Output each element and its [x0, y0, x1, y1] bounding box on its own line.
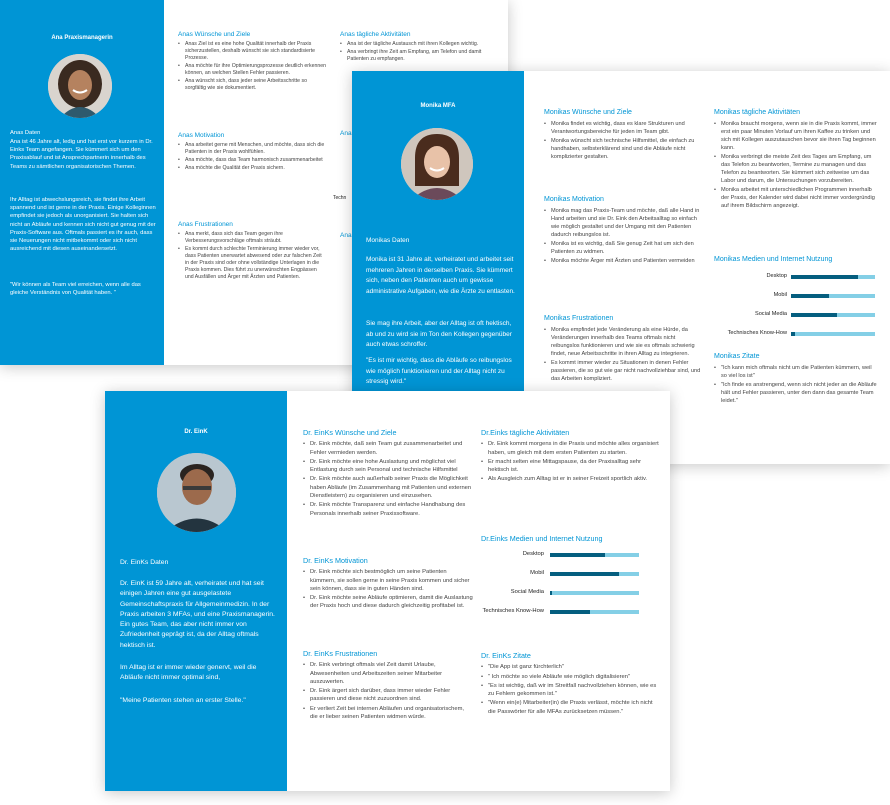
media-bar-track — [791, 313, 875, 317]
list-item: • " Ich möchte so viele Abläufe wie möglich digitalisieren" — [481, 673, 661, 681]
persona-daily-text: Sie mag ihre Arbeit, aber der Alltag ist oft hektisch, ab und zu wird sie im Ton den Kollegen gegenüber auch etwas schroffer. — [366, 320, 514, 348]
media-bar-label: Social Media — [754, 311, 787, 317]
list-item: • "Ich kann mich oftmals nicht um die Patienten kümmern, weil so viel los ist" — [714, 364, 879, 380]
activities-list — [714, 120, 879, 210]
woman-avatar-icon — [401, 128, 473, 200]
list-item: • "Die App ist ganz fürchterlich" — [481, 663, 661, 671]
list-item: • Dr. Eink möchte eine hohe Auslastung und möglichst viel Entlastung durch sein Personal und technische Hilfsmittel — [303, 458, 473, 475]
list-item: • Ana merkt, dass sich das Team gegen ihre Verbesserungsvorschläge oftmals sträubt. — [178, 231, 326, 245]
media-bar-track — [791, 294, 875, 298]
persona-avatar — [401, 128, 473, 200]
frustrations-title: Anas Frustrationen — [178, 221, 233, 228]
list-item: • Ana ist der tägliche Austausch mit ihren Kollegen wichtig. — [340, 41, 490, 48]
media-bar-row — [707, 292, 877, 300]
media-bar-row — [707, 311, 877, 319]
list-item: • Als Ausgleich zum Alltag ist er in seiner Freizeit sportlich aktiv. — [481, 475, 661, 483]
motivation-list — [544, 207, 704, 265]
list-item: • "Wenn ein(e) Mitarbeiter(in) die Praxis verlässt, möchte ich nicht die Passwörter für alle MFAs zurücksetzen müssen." — [481, 699, 661, 716]
activities-title: Monikas tägliche Aktivitäten — [714, 109, 800, 116]
list-item: • Monika braucht morgens, wenn sie in die Praxis kommt, immer erst ein paar Minuten Vorlauf um ihren Kaffee zu trinken und sich mit Kollegen auszutauschen bevor sie ihren Tag beginnen kann. — [714, 120, 879, 152]
persona-avatar — [157, 453, 236, 532]
persona-quote: "Meine Patienten stehen an erster Stelle." — [120, 697, 246, 704]
list-item: • Ana möchte für ihre Optimierungsprozesse deutlich erkennen können, an welchen Stellen Fehler passieren. — [178, 63, 326, 77]
media-bar-row — [445, 608, 640, 616]
media-bar-label: Mobil — [530, 570, 544, 576]
list-item: • "Es ist wichtig, daß wir im Streitfall nachvollziehen können, wie es zu Fehlern gekommen ist." — [481, 682, 661, 699]
media-bar-row — [445, 551, 640, 559]
list-item: • Ana wünscht sich, dass jeder seine Arbeitsschritte so sorgfältig wie sie dokumentiert. — [178, 78, 326, 92]
list-item: • Dr. Eink ärgert sich darüber, dass immer wieder Fehler passieren und diese nicht zuzuordnen sind. — [303, 687, 473, 704]
list-item: • Monika möchte Ärger mit Ärzten und Patienten vermeiden — [544, 257, 704, 265]
list-item: • Monika wünscht sich technische Hilfsmittel, die einfach zu handhaben, selbsterklärend sind und die Abläufe nicht komplizierter gestalten. — [544, 137, 704, 161]
wishes-title: Monikas Wünsche und Ziele — [544, 109, 632, 116]
column-right — [481, 652, 661, 717]
list-item: • Anas Ziel ist es eine hohe Qualität innerhalb der Praxis sicherzustellen, deshalb wünscht sie sich standardisierte Prozesse. — [178, 41, 326, 62]
column-right — [714, 353, 879, 406]
frustrations-list — [544, 326, 704, 383]
list-item: • Es kommt durch schlechte Terminierung immer wieder vor, dass Patienten unerwartet abwesend oder zur falschen Zeit in der Praxis sind oder ohne vollständige Unterlagen in die Praxis kommen. Dies führt zu unerwünschten Engpässen und Ausfällen und Ärger mit Ärzten und Patienten. — [178, 246, 326, 281]
persona-daily-text: Ihr Alltag ist abwechslungsreich, sie findet ihre Arbeit spannend und ist gerne in der Praxis. Einige Kolleginnen empfindet sie jedoch als unorganisiert. Sie halten sich nicht an Abläufe und kennen sich nicht gut genug mit der Praxis-Software aus. Oftmals passiert es ihr auch, dass sie Neuerungen nicht mitbekommt oder sich nicht ausreichend mit diesen auseinandersetzt. — [10, 197, 158, 253]
media-title: Monikas Medien und Internet Nutzung — [714, 256, 833, 263]
media-bar-fill — [550, 610, 590, 614]
list-item: • Ana verbringt ihre Zeit am Empfang, am Telefon und damit Patienten zu empfangen. — [340, 49, 490, 63]
frustrations-list — [178, 231, 326, 281]
frustrations-title: Monikas Frustrationen — [544, 315, 614, 322]
list-item: • Monika empfindet jede Veränderung als eine Hürde, da Veränderungen innerhalb des Teams oftmals nicht reibungslos funktionieren und wie sie es oftmals schwierig findet, neue Arbeitsschritte in ihren Alltag zu integrieren. — [544, 326, 704, 358]
column-left — [178, 132, 326, 173]
list-item: • Dr. Eink möchte Transparenz und einfache Handhabung des Personals innerhalb seiner Praxissoftware. — [303, 501, 473, 518]
media-bar-fill — [791, 275, 858, 279]
persona-data-title: Anas Daten — [10, 130, 41, 136]
column-left — [178, 221, 326, 282]
persona-quote: "Es ist mir wichtig, dass die Abläufe so reibungslos wie möglich funktionieren und der Alltag nicht zu stressig wird." — [366, 357, 514, 385]
activities-title: Anas tägliche Aktivitäten — [340, 31, 411, 38]
column-left — [544, 196, 704, 266]
list-item: • Monika findet es wichtig, dass es klare Strukturen und Verantwortungsbereiche für jeden im Team gibt. — [544, 120, 704, 136]
persona-data-text: Monika ist 31 Jahre alt, verheiratet und arbeitet seit mehreren Jahren in derselben Praxis. Sie kümmert sich, neben den Patienten auch um gewisse administrative Aufgaben, wie die Ärzte zu entlasten. — [366, 256, 516, 295]
column-left — [303, 429, 473, 519]
list-item: • "Ich finde es anstrengend, wenn sich nicht jeder an die Abläufe hält und Fehler passieren, unter den dann das gesamte Team leidet." — [714, 381, 879, 405]
list-item: • Ana möchte, dass das Team harmonisch zusammenarbeitet — [178, 157, 326, 164]
media-bar-fill — [550, 572, 619, 576]
media-bar-fill — [791, 294, 829, 298]
media-bar-label: Mobil — [773, 292, 787, 298]
column-right — [714, 109, 879, 211]
persona-card-eink — [105, 391, 670, 791]
media-bar-track — [550, 610, 639, 614]
quotes-title: Monikas Zitate — [714, 353, 760, 360]
column-left — [544, 109, 704, 162]
persona-data-title: Dr. EinKs Daten — [120, 559, 169, 566]
media-title-peek: Ana — [340, 130, 352, 137]
quotes-title-peek: Ana — [340, 232, 352, 239]
media-bar-fill — [550, 553, 605, 557]
media-bar-row — [707, 330, 877, 338]
wishes-list — [303, 440, 473, 518]
wishes-title: Anas Wünsche und Ziele — [178, 31, 251, 38]
media-bar-label: Social Media — [510, 589, 544, 595]
list-item: • Es kommt immer wieder zu Situationen in denen Fehler passieren, die so gut wie gar nicht nachvollziehbar sind, und das Arbeiten kompliziert. — [544, 359, 704, 383]
column-left — [178, 31, 326, 93]
list-item: • Er macht selten eine Mittagspause, da der Praxisalltag sehr hektisch ist. — [481, 458, 661, 475]
motivation-title: Dr. EinKs Motivation — [303, 556, 368, 565]
column-left — [303, 557, 473, 612]
list-item: • Monika ist es wichtig, daß Sie genug Zeit hat um sich den Patienten zu widmen. — [544, 240, 704, 256]
media-bar-label: Technisches Know-How — [482, 608, 544, 614]
media-bar-label: Desktop — [522, 551, 544, 557]
list-item: • Dr. Eink möchte, daß sein Team gut zusammenarbeitet und Fehler vermieden werden. — [303, 440, 473, 457]
tech-label-peek: Techn — [333, 195, 347, 201]
media-bar-track — [791, 332, 875, 336]
frustrations-list — [303, 661, 473, 721]
list-item: • Monika arbeitet mit unterschiedlichen Programmen innerhalb der Praxis, der Kalender wird dabei nicht immer vordergründig auf ihrem Bildschirm angezeigt. — [714, 186, 879, 210]
list-item: • Dr. Eink möchte sich bestmöglich um seine Patienten kümmern, sie sollen gerne in seine Praxis kommen und sicher sein können, dass sie in guten Händen sind. — [303, 568, 473, 593]
list-item: • Dr. Eink kommt morgens in die Praxis und möchte alles organisiert haben, um gleich mit dem ersten Patienten zu starten. — [481, 440, 661, 457]
list-item: • Monika mag das Praxis-Team und möchte, daß alle Hand in Hand arbeiten und sie Dr. Eink den Arbeitsalltag so einfach wie möglich gestaltet und der Umgang mit den Patienten dadurch reibungslos ist. — [544, 207, 704, 239]
media-title: Dr.Einks Medien und Internet Nutzung — [481, 534, 603, 543]
media-bar-row — [445, 589, 640, 597]
persona-name: Monika MFA — [420, 103, 456, 109]
column-right — [481, 429, 661, 485]
media-bar-fill — [550, 591, 552, 595]
persona-data-text: Dr. EinK ist 59 Jahre alt, verheiratet und hat seit einigen Jahren eine gut ausgelastete Gemeinschaftspraxis für Allgemeinmedizin. In der Praxis arbeiten 3 MFAs, und eine Praxismanagerin. Ein gutes Team, das aber nicht immer von Zufriedenheit geprägt ist, da der Alltag oftmals hektisch ist. — [120, 580, 277, 649]
persona-name: Dr. EinK — [184, 429, 208, 435]
motivation-list — [178, 142, 326, 172]
motivation-title: Monikas Motivation — [544, 196, 604, 203]
persona-quote: "Wir können als Team viel erreichen, wenn alle das gleiche Verständnis von Qualität haben. " — [10, 282, 143, 297]
man-avatar-icon — [157, 453, 236, 532]
media-bar-fill — [791, 332, 795, 336]
list-item: • Dr. Eink möchte seine Abläufe optimieren, damit die Auslastung der Praxis hoch und diese dadurch gleichzeitig profitabel ist. — [303, 594, 473, 611]
column-left — [303, 650, 473, 722]
frustrations-title: Dr. EinKs Frustrationen — [303, 649, 378, 658]
persona-avatar — [48, 54, 112, 118]
list-item: • Dr. Eink möchte auch außerhalb seiner Praxis die Möglichkeit haben Abläufe (im Zusammenhang mit Patienten und externen Dienstleistern) zu organisieren und einzusehen. — [303, 475, 473, 500]
list-item: • Ana arbeitet gerne mit Menschen, und möchte, dass sich die Patienten in der Praxis wohlfühlen. — [178, 142, 326, 156]
quotes-list — [714, 364, 879, 405]
quotes-title: Dr. EinKs Zitate — [481, 651, 531, 660]
wishes-list — [178, 41, 326, 92]
persona-data-text: Ana ist 46 Jahre alt, ledig und hat erst vor kurzem in Dr. Einks Team angefangen. Sie kümmert sich um den Praxisablauf und ist Ansprechpartnerin innerhalb des Teams zu sämtlichen organisatorischen Themen. — [10, 139, 155, 170]
media-bar-fill — [791, 313, 837, 317]
persona-name: Ana Praxismanagerin — [51, 35, 113, 41]
media-bar-row — [707, 273, 877, 281]
woman-avatar-icon — [48, 54, 112, 118]
persona-data-title: Monikas Daten — [366, 237, 410, 244]
activities-title: Dr.Einks tägliche Aktivitäten — [481, 428, 570, 437]
media-bar-track — [791, 275, 875, 279]
quotes-list — [481, 663, 661, 716]
media-bar-track — [550, 553, 639, 557]
activities-list — [481, 440, 661, 483]
list-item: • Monika verbringt die meiste Zeit des Tages am Empfang, um das Telefon zu beantworten, Termine zu managen und das Telefon zu beantworten. Sie kümmert sich zeitweise um das Labor und darum, die Untersuchungen vorzubereiten. — [714, 153, 879, 185]
motivation-title: Anas Motivation — [178, 132, 225, 139]
column-right — [340, 31, 490, 64]
media-bar-row — [445, 570, 640, 578]
column-left — [544, 315, 704, 384]
persona-daily-text: Im Alltag ist er immer wieder genervt, weil die Abläufe nicht immer optimal sind, — [120, 664, 258, 682]
media-bar-label: Technisches Know-How — [727, 330, 787, 336]
list-item: • Ana möchte die Qualität der Praxis sichern. — [178, 165, 326, 172]
media-bar-track — [550, 591, 639, 595]
persona-sidebar — [105, 391, 287, 791]
wishes-list — [544, 120, 704, 161]
list-item: • Dr. Eink verbringt oftmals viel Zeit damit Urlaube, Abwesenheiten und Arbeitszeiten seiner Mitarbeiter auszuwerten. — [303, 661, 473, 686]
persona-sidebar — [0, 0, 164, 365]
list-item: • Er verliert Zeit bei internen Abläufen und organisatorischem, die er lieber seinen Patienten widmen würde. — [303, 705, 473, 722]
media-bar-track — [550, 572, 639, 576]
activities-list — [340, 41, 490, 63]
wishes-title: Dr. EinKs Wünsche und Ziele — [303, 428, 397, 437]
media-bar-label: Desktop — [766, 273, 787, 279]
